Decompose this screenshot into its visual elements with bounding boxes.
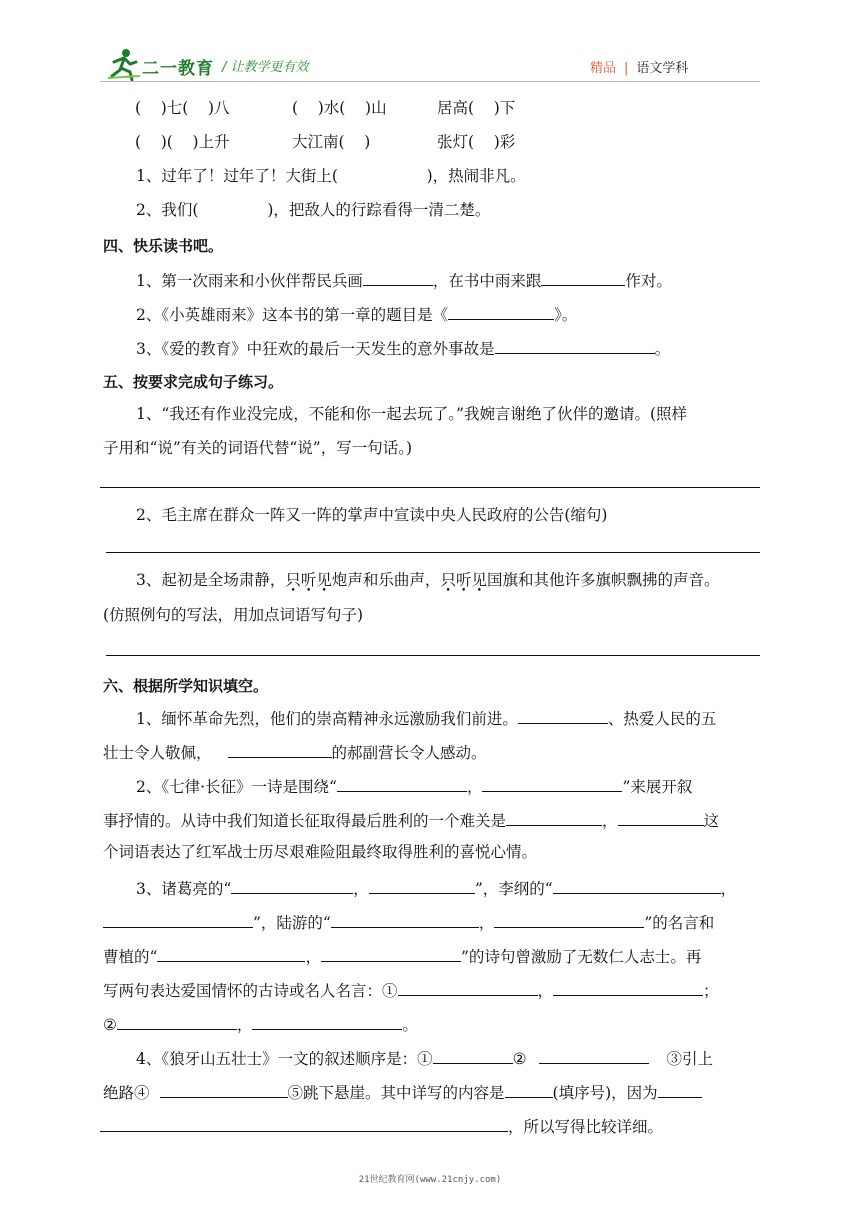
dotted-char: 听 <box>455 571 472 589</box>
answer-blank[interactable] <box>494 910 644 928</box>
question-part: 3、《爱的教育》中狂欢的最后一天发生的意外事故是 <box>136 340 495 358</box>
question-text <box>103 1012 418 1035</box>
question-part: 炮声和乐曲声， <box>331 571 441 589</box>
idiom-item: ( )水( )山 <box>292 99 387 117</box>
answer-blank[interactable] <box>100 1114 508 1132</box>
question-text: 个词语表达了红军战士历尽艰难险阻最终取得胜利的喜悦心情。 <box>103 843 538 861</box>
question-part: 、热爱人民的五 <box>607 710 717 728</box>
dotted-char: 只 <box>285 571 301 589</box>
section-title: 四、快乐读书吧。 <box>103 237 224 255</box>
question-part: ， <box>236 1016 253 1034</box>
question-text <box>100 1114 663 1137</box>
answer-blank[interactable] <box>505 1080 553 1098</box>
question-part: ⑤跳下悬崖。其中详写的内容是 <box>287 1084 505 1102</box>
question-text <box>136 570 720 590</box>
question-text: 子用和“说”有关的词语代替“说”，写一句话。) <box>103 439 412 457</box>
question-text: (仿照例句的写法，用加点词语写句子) <box>103 606 364 624</box>
question-text: 2、毛主席在群众一阵又一阵的掌声中宣读中央人民政府的公告(缩句) <box>136 506 608 524</box>
answer-blank[interactable] <box>482 774 622 792</box>
answer-blank[interactable] <box>448 302 554 320</box>
question-part: 这 <box>703 812 720 830</box>
question-part: ， <box>720 880 737 898</box>
answer-blank[interactable] <box>103 910 253 928</box>
answer-blank[interactable] <box>658 1080 702 1098</box>
question-text <box>136 774 692 797</box>
question-part: (填序号)，因为 <box>552 1084 658 1102</box>
dotted-char: 听 <box>300 571 317 589</box>
answer-blank[interactable] <box>541 268 625 286</box>
answer-blank[interactable] <box>157 944 305 962</box>
question-part: ，在书中雨来跟 <box>432 272 542 290</box>
answer-blank[interactable] <box>337 774 467 792</box>
question-part: 事抒情的。从诗中我们知道长征取得最后胜利的一个难关是 <box>103 812 507 830</box>
answer-blank[interactable] <box>553 876 721 894</box>
slogan: / 让教学更有效 <box>222 60 309 75</box>
dotted-char: 见 <box>471 571 487 589</box>
question-part: 国旗和其他许多旗帜飘拂的声音。 <box>486 571 720 589</box>
question-text: 1、过年了！过年了！大街上( )，热闹非凡。 <box>136 167 526 185</box>
answer-blank[interactable] <box>495 336 655 354</box>
idiom-item: ( )七( )八 <box>135 99 230 117</box>
answer-line[interactable] <box>106 552 760 553</box>
logo-text: 二一教育 <box>142 59 214 79</box>
question-part: ”的诗句曾激励了无数仁人志士。再 <box>460 948 702 966</box>
question-part: 》。 <box>554 306 578 324</box>
answer-blank[interactable] <box>553 978 703 996</box>
answer-blank[interactable] <box>433 1046 513 1064</box>
question-text <box>103 910 714 933</box>
dotted-char: 只 <box>440 571 456 589</box>
question-text <box>103 978 719 1001</box>
answer-blank[interactable] <box>363 268 433 286</box>
question-part: ， <box>602 812 618 830</box>
question-part: 曹植的“ <box>103 948 158 966</box>
question-part: 3、诸葛亮的“ <box>136 880 232 898</box>
answer-blank[interactable] <box>369 876 475 894</box>
question-part: ， <box>353 880 369 898</box>
question-part: 2、《七律·长征》一诗是围绕“ <box>136 778 337 796</box>
question-text: 2、我们( )，把敌人的行踪看得一清二楚。 <box>136 201 491 219</box>
question-part: ② <box>103 1016 117 1034</box>
question-text <box>136 706 716 729</box>
answer-line[interactable] <box>106 655 760 656</box>
answer-blank[interactable] <box>160 1080 288 1098</box>
answer-blank[interactable] <box>228 740 332 758</box>
question-text <box>103 808 719 831</box>
header-divider <box>100 81 760 82</box>
badge-subject: 语文学科 <box>636 61 689 76</box>
idiom-item: 张灯( )彩 <box>437 133 516 151</box>
question-part: ”来展开叙 <box>622 778 693 796</box>
question-text <box>136 268 672 291</box>
question-part: 1、缅怀革命先烈，他们的崇高精神永远激励我们前进。 <box>136 710 518 728</box>
question-part: 2、《小英雄雨来》这本书的第一章的题目是《 <box>136 306 449 324</box>
question-part: 绝路④ <box>103 1084 150 1102</box>
question-part: 。 <box>654 340 671 358</box>
answer-blank[interactable] <box>539 1046 649 1064</box>
answer-blank[interactable] <box>618 808 704 826</box>
answer-blank[interactable] <box>518 706 608 724</box>
answer-blank[interactable] <box>321 944 461 962</box>
question-part: 的郝副营长令人感动。 <box>331 744 487 762</box>
question-part: ”的名言和 <box>644 914 715 932</box>
answer-blank[interactable] <box>117 1012 237 1030</box>
question-part: 4、《狼牙山五壮士》一文的叙述顺序是：① <box>136 1050 433 1068</box>
idiom-item: ( )( )上升 <box>135 133 230 151</box>
answer-blank[interactable] <box>506 808 602 826</box>
question-part: 写两句表达爱国情怀的古诗或名人名言：① <box>103 982 398 1000</box>
page-footer: 21世纪教育网(www.21cnjy.com) <box>358 1175 502 1185</box>
question-text: 1、“我还有作业没完成，不能和你一起去玩了。”我婉言谢绝了伙伴的邀请。(照样 <box>136 405 688 423</box>
answer-line[interactable] <box>100 487 760 488</box>
question-part: ； <box>703 982 719 1000</box>
question-text <box>103 740 487 763</box>
question-text <box>136 1046 713 1069</box>
question-part: 1、第一次雨来和小伙伴帮民兵画 <box>136 272 363 290</box>
question-text <box>103 944 701 967</box>
question-text <box>136 302 577 325</box>
answer-blank[interactable] <box>231 876 353 894</box>
question-text <box>103 1080 702 1103</box>
dotted-char: 见 <box>316 571 332 589</box>
idiom-item: 大江南( ) <box>292 133 371 151</box>
question-part: ， <box>478 914 495 932</box>
logo <box>106 46 216 82</box>
question-text <box>136 336 670 359</box>
section-title: 五、按要求完成句子练习。 <box>103 373 284 391</box>
section-title: 六、根据所学知识填空。 <box>103 677 269 695</box>
runner-icon <box>106 46 142 82</box>
answer-blank[interactable] <box>398 978 538 996</box>
question-part: 。 <box>402 1016 418 1034</box>
question-part: 壮士令人敬佩， <box>103 744 212 762</box>
answer-blank[interactable] <box>252 1012 402 1030</box>
question-part: ”，李纲的“ <box>474 880 553 898</box>
question-part: ”，陆游的“ <box>253 914 331 932</box>
question-part: ，所以写得比较详细。 <box>508 1118 664 1136</box>
page-header <box>0 0 860 90</box>
badge-quality: 精品 <box>590 61 617 76</box>
question-part: ② <box>512 1050 527 1068</box>
question-part: ③引上 <box>666 1050 714 1068</box>
question-text <box>136 876 736 899</box>
answer-blank[interactable] <box>331 910 479 928</box>
question-part: 3、起初是全场肃静， <box>136 571 286 589</box>
badge-separator: | <box>624 61 629 76</box>
idiom-item: 居高( )下 <box>437 99 516 117</box>
question-part: ， <box>537 982 554 1000</box>
question-part: ， <box>466 778 483 796</box>
question-part: ， <box>305 948 321 966</box>
subject-badge <box>590 57 688 76</box>
question-part: 作对。 <box>625 272 672 290</box>
